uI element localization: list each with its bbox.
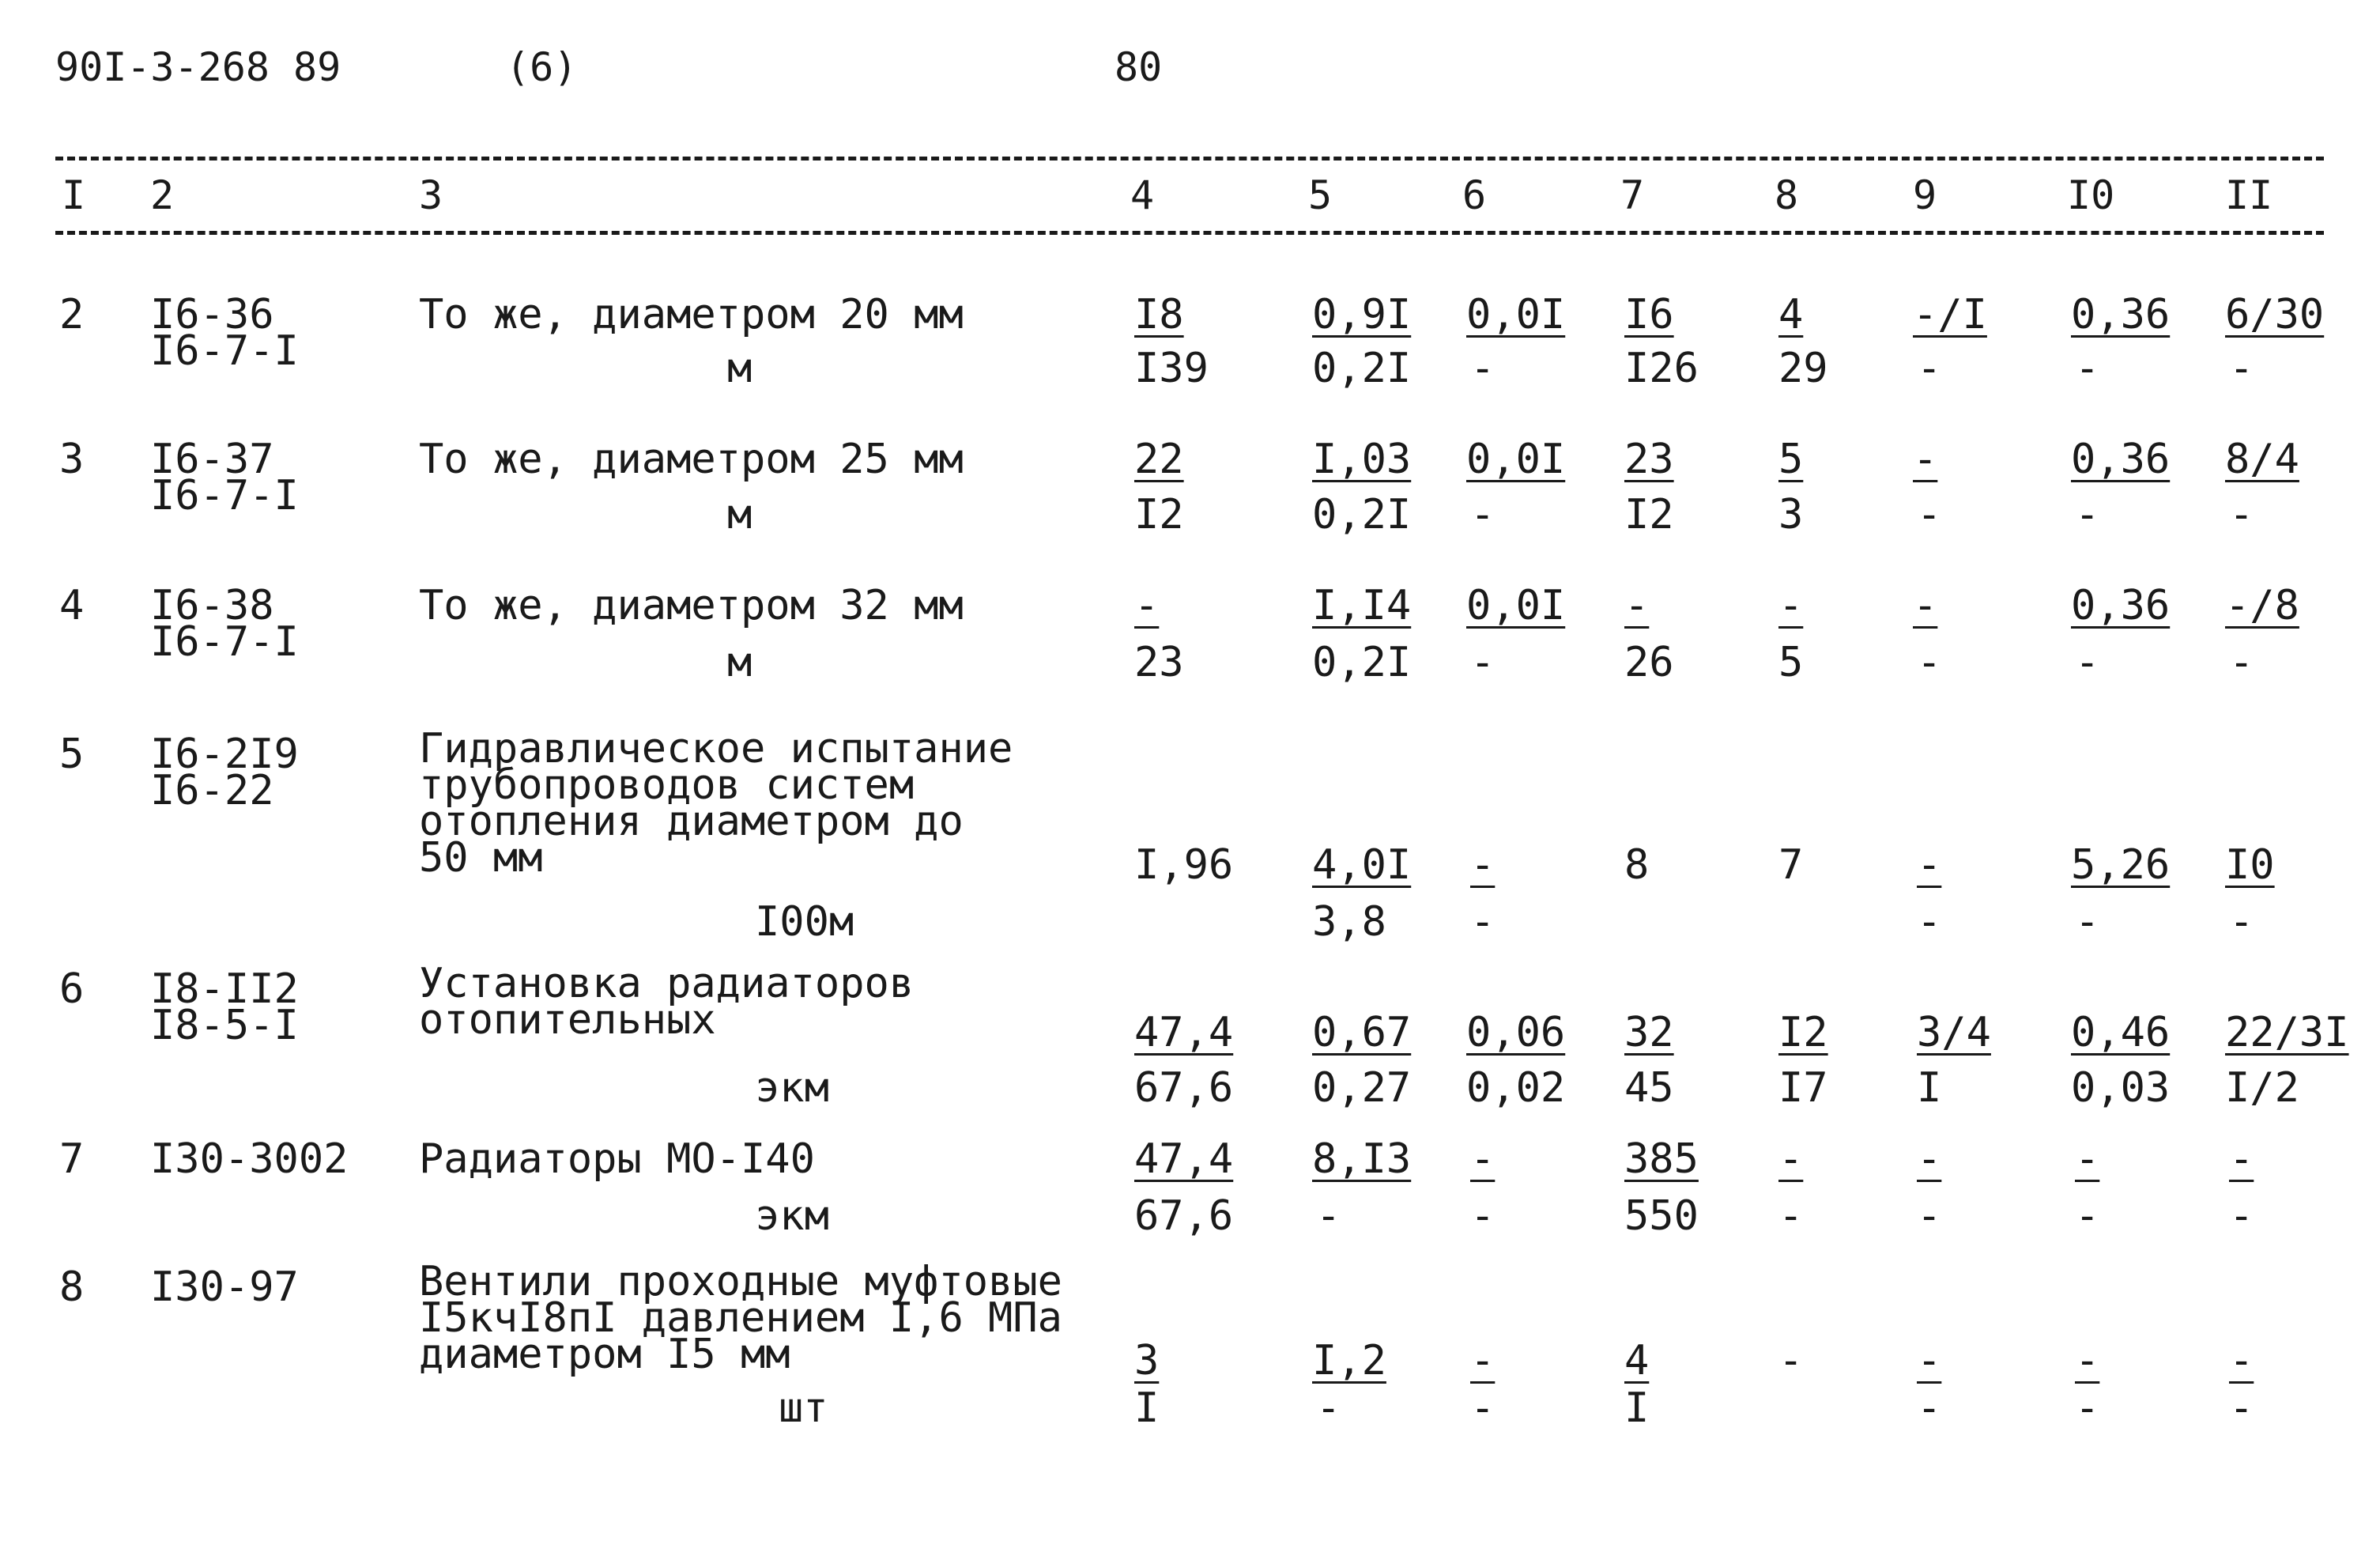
value-top: 3: [1134, 1337, 1160, 1384]
value-bottom: -: [1470, 898, 1496, 946]
price-code: I6-38: [150, 582, 274, 629]
value-bottom: I7: [1778, 1064, 1828, 1112]
value-bottom: -: [2229, 1192, 2254, 1240]
value-top: 47,4: [1134, 1135, 1234, 1183]
value-bottom: 0,02: [1466, 1064, 1566, 1112]
row-number: 3: [59, 436, 85, 483]
column-header: I0: [2067, 172, 2115, 218]
unit-label: м: [727, 639, 752, 686]
value-top: 0,36: [2071, 436, 2171, 483]
value-top: I8: [1134, 291, 1184, 338]
value-bottom: 3: [1778, 491, 1804, 538]
unit-label: экм: [755, 1192, 829, 1240]
column-header: 8: [1775, 172, 1799, 218]
value-top: 0,67: [1312, 1009, 1412, 1056]
value-bottom: I: [1624, 1384, 1650, 1432]
unit-label: шт: [779, 1384, 828, 1432]
work-description: То же, диаметром 25 мм: [419, 436, 964, 483]
value-top: 32: [1624, 1009, 1674, 1056]
value-bottom: -: [2229, 491, 2254, 538]
value-bottom: -: [1917, 1384, 1942, 1432]
value-top: I,96: [1134, 841, 1234, 889]
value-top: -: [1134, 582, 1160, 629]
unit-label: I00м: [755, 898, 854, 946]
value-top: 385: [1624, 1135, 1699, 1183]
value-bottom: -: [1470, 1192, 1496, 1240]
price-code: I6-7-I: [150, 472, 299, 519]
value-bottom: 23: [1134, 639, 1184, 686]
value-top: 8/4: [2225, 436, 2299, 483]
value-bottom: -: [2229, 898, 2254, 946]
value-top: 0,36: [2071, 582, 2171, 629]
row-number: 4: [59, 582, 85, 629]
row-number: 2: [59, 291, 85, 338]
value-top: 47,4: [1134, 1009, 1234, 1056]
value-bottom: 0,2I: [1312, 345, 1412, 392]
value-bottom: 0,2I: [1312, 639, 1412, 686]
value-top: -: [2075, 1135, 2100, 1183]
work-description: Радиаторы МО-I40: [419, 1135, 815, 1183]
value-top: 7: [1778, 841, 1804, 889]
header-rule-bottom: [55, 231, 2324, 235]
work-description: Вентили проходные муфтовые I5кчI8пI давлением I,6 МПа диаметром I5 мм: [419, 1258, 1062, 1378]
value-top: 23: [1624, 436, 1674, 483]
column-header: 4: [1130, 172, 1155, 218]
value-top: -: [1913, 582, 1938, 629]
price-code: I30-3002: [150, 1135, 349, 1183]
value-top: 22/3I: [2225, 1009, 2349, 1056]
value-top: -/8: [2225, 582, 2299, 629]
value-top: -: [1913, 436, 1938, 483]
price-code: I6-7-I: [150, 327, 299, 375]
work-description: Установка радиаторов отопительных: [419, 960, 915, 1044]
value-top: 0,0I: [1466, 291, 1566, 338]
value-bottom: I2: [1134, 491, 1184, 538]
column-header: 3: [419, 172, 443, 218]
value-bottom: -: [1917, 639, 1942, 686]
value-bottom: -: [1917, 345, 1942, 392]
value-top: 4: [1778, 291, 1804, 338]
value-bottom: 29: [1778, 345, 1828, 392]
value-top: 4: [1624, 1337, 1650, 1384]
value-top: I0: [2225, 841, 2275, 889]
value-top: -: [2075, 1337, 2100, 1384]
value-bottom: I/2: [2225, 1064, 2299, 1112]
value-top: 3/4: [1917, 1009, 1991, 1056]
value-bottom: 5: [1778, 639, 1804, 686]
value-bottom: -: [2229, 1384, 2254, 1432]
value-bottom: 67,6: [1134, 1192, 1234, 1240]
value-top: 0,36: [2071, 291, 2171, 338]
value-top: -: [1470, 1135, 1496, 1183]
value-bottom: 0,2I: [1312, 491, 1412, 538]
value-top: -: [2229, 1337, 2254, 1384]
unit-label: м: [727, 491, 752, 538]
row-number: 6: [59, 965, 85, 1013]
value-bottom: -: [1470, 345, 1496, 392]
value-bottom: -: [2075, 898, 2100, 946]
column-header: II: [2225, 172, 2273, 218]
value-bottom: -: [1470, 491, 1496, 538]
value-top: -/I: [1913, 291, 1987, 338]
column-header: 6: [1462, 172, 1487, 218]
value-bottom: -: [1778, 1192, 1804, 1240]
value-top: -: [1470, 1337, 1496, 1384]
value-top: -: [1778, 1337, 1804, 1384]
value-bottom: -: [2229, 345, 2254, 392]
price-code: I30-97: [150, 1263, 299, 1311]
value-top: 0,46: [2071, 1009, 2171, 1056]
work-description: То же, диаметром 32 мм: [419, 582, 964, 629]
document-code: 90I-3-268 89: [55, 44, 341, 90]
value-bottom: -: [2075, 639, 2100, 686]
column-header: 5: [1308, 172, 1333, 218]
value-top: -: [1778, 582, 1804, 629]
row-number: 8: [59, 1263, 85, 1311]
value-top: -: [2229, 1135, 2254, 1183]
price-code: I8-5-I: [150, 1002, 299, 1049]
value-bottom: 550: [1624, 1192, 1699, 1240]
value-top: 8: [1624, 841, 1650, 889]
column-header: 9: [1913, 172, 1937, 218]
row-number: 5: [59, 731, 85, 778]
value-top: I6: [1624, 291, 1674, 338]
value-bottom: -: [1470, 1384, 1496, 1432]
value-bottom: I26: [1624, 345, 1699, 392]
unit-label: экм: [755, 1064, 829, 1112]
work-description: Гидравлическое испытание трубопроводов систем отопления диаметром до 50 мм: [419, 725, 1013, 882]
value-bottom: 26: [1624, 639, 1674, 686]
value-top: -: [1917, 1337, 1942, 1384]
value-top: I,03: [1312, 436, 1412, 483]
price-code: I8-II2: [150, 965, 299, 1013]
page-number: 80: [1115, 44, 1163, 90]
price-code: I6-7-I: [150, 618, 299, 666]
value-top: I,I4: [1312, 582, 1412, 629]
value-bottom: I2: [1624, 491, 1674, 538]
column-header: 7: [1620, 172, 1645, 218]
value-top: -: [1917, 1135, 1942, 1183]
price-code: I6-37: [150, 436, 274, 483]
value-top: 0,0I: [1466, 436, 1566, 483]
value-top: -: [1624, 582, 1650, 629]
value-top: 5,26: [2071, 841, 2171, 889]
sheet-mark: (6): [506, 44, 578, 90]
value-bottom: -: [2075, 345, 2100, 392]
header-rule-top: [55, 157, 2324, 161]
value-bottom: I: [1134, 1384, 1160, 1432]
value-top: I2: [1778, 1009, 1828, 1056]
value-bottom: 0,03: [2071, 1064, 2171, 1112]
value-bottom: -: [2075, 1192, 2100, 1240]
column-header: 2: [150, 172, 175, 218]
value-top: 0,9I: [1312, 291, 1412, 338]
value-top: 0,0I: [1466, 582, 1566, 629]
value-bottom: -: [2075, 491, 2100, 538]
value-bottom: -: [1917, 491, 1942, 538]
value-bottom: -: [1316, 1192, 1341, 1240]
value-bottom: -: [2075, 1384, 2100, 1432]
value-top: 4,0I: [1312, 841, 1412, 889]
value-bottom: 67,6: [1134, 1064, 1234, 1112]
value-top: -: [1470, 841, 1496, 889]
value-bottom: I39: [1134, 345, 1209, 392]
value-bottom: -: [1316, 1384, 1341, 1432]
value-bottom: I: [1917, 1064, 1942, 1112]
value-bottom: -: [1470, 639, 1496, 686]
value-top: 8,I3: [1312, 1135, 1412, 1183]
value-top: -: [1778, 1135, 1804, 1183]
column-header: I: [62, 172, 86, 218]
value-top: 5: [1778, 436, 1804, 483]
value-bottom: -: [1917, 898, 1942, 946]
price-code: I6-2I9: [150, 731, 299, 778]
value-bottom: 3,8: [1312, 898, 1386, 946]
work-description: То же, диаметром 20 мм: [419, 291, 964, 338]
row-number: 7: [59, 1135, 85, 1183]
value-top: 6/30: [2225, 291, 2325, 338]
value-bottom: 0,27: [1312, 1064, 1412, 1112]
value-top: -: [1917, 841, 1942, 889]
value-top: 0,06: [1466, 1009, 1566, 1056]
price-code: I6-36: [150, 291, 274, 338]
value-bottom: -: [1917, 1192, 1942, 1240]
unit-label: м: [727, 345, 752, 392]
price-code: I6-22: [150, 767, 274, 814]
value-bottom: 45: [1624, 1064, 1674, 1112]
value-top: 22: [1134, 436, 1184, 483]
value-bottom: -: [2229, 639, 2254, 686]
value-top: I,2: [1312, 1337, 1386, 1384]
